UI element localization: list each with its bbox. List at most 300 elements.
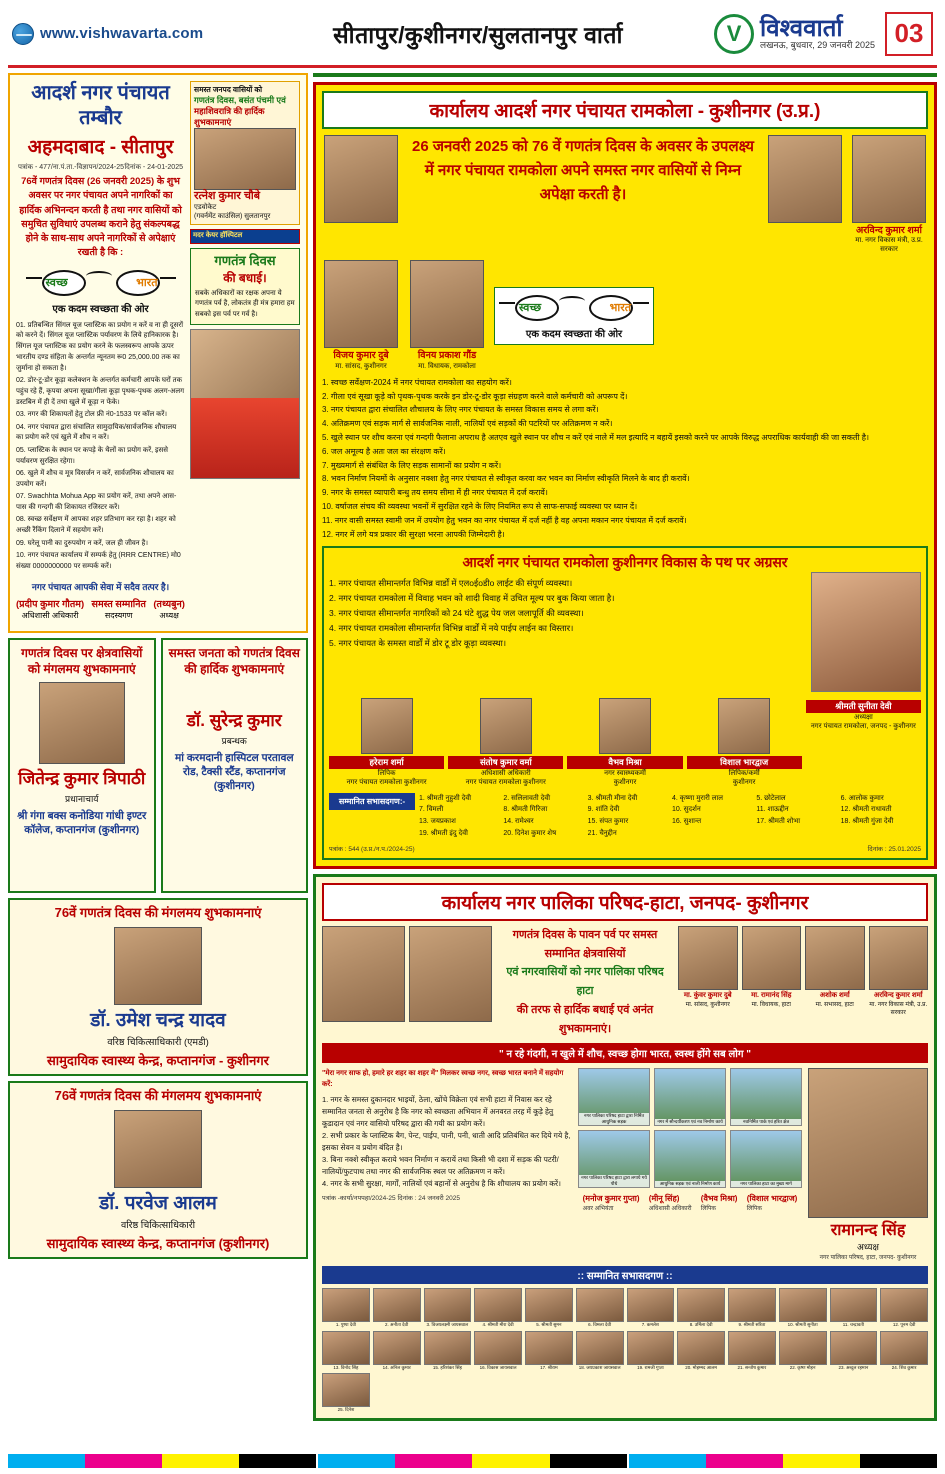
tricolor-flag-banner xyxy=(313,73,937,77)
doctor-name: डॉ. उमेश चन्द्र यादव xyxy=(90,1009,226,1031)
ramkola-ref-no: पत्रांक : 544 (उ.प्र./न.प./2024-25) xyxy=(329,846,415,854)
advocate-name: रत्नेश कुमार चौबे xyxy=(194,190,261,203)
list-item: 3. बिना नक्शे स्वीकृत कराये भवन निर्माण न करायें तथा किसी भी दशा में सड़क की पटरी/नालियों/फुटपाथ तथा नगर की सार्वजनिक स्थल पर अतिक्रमण न करें। xyxy=(322,1154,559,1176)
right-column xyxy=(313,73,937,1413)
pm-block xyxy=(322,135,400,254)
greeting-row xyxy=(8,638,308,893)
officer-name: हरेराम शर्मा xyxy=(329,756,444,769)
list-item: 3. श्रीमती मीना देवी xyxy=(587,794,638,802)
signatory xyxy=(92,597,146,621)
sabhasad-name: 7. कमलेश xyxy=(641,1322,659,1328)
list-item: 14. रामेश्वर xyxy=(503,818,534,826)
sabhasad-name: 13. विनोद सिंह xyxy=(333,1364,359,1370)
chairman-name: रामानन्द सिंह xyxy=(830,1222,906,1240)
sabhasad-cell xyxy=(322,1288,370,1327)
sabhasad-cell xyxy=(322,1373,370,1412)
sabhasad-name: 10. श्रीमती सुनीता xyxy=(787,1322,818,1328)
ad-tambaur xyxy=(8,73,308,633)
chairperson-desig: अध्यक्षा xyxy=(853,714,873,722)
hata-slogan-2: "मेरा नगर साफ हो, हमारे हर शहर का शहर में" मिलकर स्वच्छ नगर, स्वच्छ भारत बनाने में सहयोग करें: xyxy=(322,1070,564,1089)
signatory-name: (विशाल भारद्वाज) xyxy=(746,1194,798,1204)
sabhasad-cell xyxy=(474,1331,522,1370)
greet-line-1: समस्त जनपद वासियों को xyxy=(194,85,263,94)
sabhasad-photo xyxy=(779,1331,827,1365)
hata-photo-gallery xyxy=(578,1068,802,1188)
hata-chairman-block xyxy=(808,1068,928,1261)
minister-name: अशोक शर्मा xyxy=(819,992,850,1000)
tambaur-title-1: आदर्श नगर पंचायत तम्बौर xyxy=(31,82,170,129)
signatory-name: (तथ्यबुन) xyxy=(153,599,185,611)
tambaur-meta xyxy=(18,163,183,172)
photo-caption: आधुनिक सड़क एवं नाली निर्माण कार्य xyxy=(655,1181,725,1187)
greeting-head: समस्त जनता को गणतंत्र दिवस की हार्दिक शुभकामनाएं xyxy=(168,646,300,677)
signatory xyxy=(153,597,185,621)
photo-caption: नगर में सौन्दर्यीकरण एवं नव निर्माण कार्य xyxy=(655,1119,725,1125)
tambaur-signatories xyxy=(16,597,185,621)
sabhasad-cell xyxy=(474,1288,522,1327)
sabhasad-cell xyxy=(728,1288,776,1327)
sabhasad-cell xyxy=(627,1331,675,1370)
minister-card-right xyxy=(869,926,929,1038)
sabhasad-photo xyxy=(373,1288,421,1322)
sabhasad-name: 2. अनीता देवी xyxy=(385,1322,409,1328)
sabhasad-photo xyxy=(474,1288,522,1322)
tambaur-points-list xyxy=(16,321,185,575)
signatory-desig: अधिशासी अधिकारी xyxy=(21,611,79,621)
sabhasad-name: 6. विमला देवी xyxy=(588,1322,612,1328)
list-item: 15. संपत कुमार xyxy=(587,818,629,826)
minister-photo xyxy=(852,135,926,223)
gallery-photo xyxy=(730,1130,802,1188)
sabhasad-cell xyxy=(677,1331,725,1370)
greet-line-2: गणतंत्र दिवस, बसंत पंचमी एवं xyxy=(194,95,286,105)
list-item: 5. खुले स्थान पर शौच करना एवं गन्दगी फैलाना अपराध है अतएव खुले स्थान पर शौच न करें एवं नाले में मल इत्यादि न बहायें इसको करने पर आपके विरुद्ध अपराधिक कार्यवाही की जा सकती है। xyxy=(322,432,870,442)
minister-name: अरविन्द कुमार शर्मा xyxy=(873,992,923,1000)
officer-desig: लिपिक xyxy=(377,770,396,778)
list-item: 09. घरेलू पानी का दुरुपयोग न करें, जल ही जीवन है। xyxy=(16,539,148,547)
list-item: 2. सभी प्रकार के प्लास्टिक बैग, पेन्ट, पाईप, पानी, पनी, धाती आदि प्रतिबंधित कर दिये गये है, इसका सेवन व प्रयोग बंदित है। xyxy=(322,1130,571,1152)
list-item: 9. नगर के समस्त व्यापारी बन्धु तय समय सीमा में ही नगर पंचायत में दर्ज करावें। xyxy=(322,488,548,498)
sabhasad-cell xyxy=(322,1331,370,1370)
page-number: 03 xyxy=(885,12,933,56)
progress-title: आदर्श नगर पंचायत रामकोला कुशीनगर विकास के पथ पर अग्रसर xyxy=(462,554,788,571)
sabhasad-photo xyxy=(830,1288,878,1322)
chairman-desig: अध्यक्ष xyxy=(857,1242,879,1253)
officer-name: विशाल भारद्वाज xyxy=(687,756,802,769)
ashoka-chakra-icon xyxy=(607,73,643,77)
republic-title-1: गणतंत्र दिवस xyxy=(214,253,276,269)
sabhasad-cell xyxy=(576,1288,624,1327)
hata-pm-cm-block xyxy=(322,926,492,1038)
sabhasad-name: 8. उर्मिला देवी xyxy=(689,1322,713,1328)
ramkola-middle xyxy=(322,135,928,254)
ramkola-progress-section xyxy=(322,546,928,860)
sabhasad-name: 4. श्रीमती मीरा देवी xyxy=(482,1322,514,1328)
sabhasad-name: 25. दिनेश xyxy=(337,1407,355,1412)
sabhasad-cell xyxy=(424,1331,472,1370)
hata-top-row xyxy=(322,926,928,1038)
photo-caption: नवनिर्मित पार्क एवं हरित क्षेत्र xyxy=(731,1119,801,1125)
sabhasad-cell xyxy=(880,1288,928,1327)
sabhasad-photo xyxy=(525,1331,573,1365)
greet-line-3: महाशिवरात्रि की हार्दिक शुभकामनाएं xyxy=(194,106,265,128)
sabhasad-name: 21. सन्तोष कुमार xyxy=(737,1364,767,1370)
tambaur-main xyxy=(16,81,185,625)
mla-block xyxy=(408,260,486,370)
doctor-org: सामुदायिक स्वास्थ्य केन्द्र, कप्तानगंज - कुशीनगर xyxy=(47,1052,269,1068)
mp-block xyxy=(322,260,400,370)
sabhasad-photo xyxy=(627,1288,675,1322)
list-item: 1. नगर के समस्त दुकानदार भाइयों, ठेला, खोंचे विक्रेता एवं सभी हाटा में निवास कर रहे सम्मानित जनता से अनुरोध है कि नगर को स्वच्छता अभियान में अनवरत तरह में कूड़े हेतु कूडादान एवं नगर वासियो परिषद द्वारा की गयी का प्रयोग करें। xyxy=(322,1094,554,1128)
sabhasad-photo xyxy=(373,1331,421,1365)
sabhasad-photo xyxy=(728,1331,776,1365)
signatory-name: (वैभव मिश्रा) xyxy=(700,1194,738,1204)
hata-sabhasad-band: :: सम्मानित सभासदगण :: xyxy=(322,1266,928,1284)
sabhasad-cell xyxy=(830,1288,878,1327)
list-item: 02. डोर-टू-डोर कूड़ा कलेक्शन के अन्तर्गत कर्मचारी आपके घरों तक पहुंच रहे हैं, कृपया अपना सूखा/गीला कूड़ा पृथक-पृथक अलग-अलग डस्टबिन में ही दें तथा खुले में कूड़ा न फेंके। xyxy=(16,377,185,406)
list-item: 7. मुख्यमार्ग से संबंधित के लिए सड़क सामानों का प्रयोग न करें। xyxy=(322,460,502,470)
gallery-photo xyxy=(578,1130,650,1188)
sabhasad-name: 5. श्रीमती सुमन xyxy=(536,1322,562,1328)
photo-caption: नगर पालिका परिषद हाटा द्वारा लगाये गये पौधे xyxy=(579,1175,649,1187)
list-item: 1. स्वच्छ सर्वेक्षण-2024 में नगर पंचायत रामकोला का सहयोग करें। xyxy=(322,377,512,387)
officer-name: वैभव मिश्रा xyxy=(567,756,682,769)
mp-name: विजय कुमार दुबे xyxy=(333,350,389,362)
doctor-head: 76वें गणतंत्र दिवस की मंगलमय शुभकामनाएं xyxy=(54,1088,262,1104)
minister-name: अरविन्द कुमार शर्मा xyxy=(855,225,923,236)
officer-photo xyxy=(718,698,770,754)
hata-ministers-row xyxy=(678,926,928,1038)
list-item: 07. Swachhta Mohua App का प्रयोग करें, तथा अपने आस-पास की गन्दगी की शिकायत रजिस्टर करें। xyxy=(16,493,177,511)
sabhasad-name: 9. श्रीमती सरिता xyxy=(738,1322,766,1328)
ad-ramkola xyxy=(313,82,937,869)
mp-photo xyxy=(324,260,398,348)
mla-desig: मा. विधायक, रामकोला xyxy=(418,362,476,370)
sabhasad-name: 16. विकास जायसवाल xyxy=(479,1364,517,1370)
list-item: 04. नगर पंचायत द्वारा संचालित सामुदायिक/सार्वजनिक शौचालय का प्रयोग करें एवं खुले में शौच न करें। xyxy=(16,423,177,442)
greeting-card-tripathi xyxy=(8,638,156,893)
photo-caption: नगर पालिका परिषद हाटा द्वारा निर्मित आधुनिक सड़क xyxy=(579,1113,649,1125)
minister-card xyxy=(805,926,865,1038)
sabhasad-photo xyxy=(322,1331,370,1365)
chairperson-name: श्रीमती सुनीता देवी xyxy=(806,700,921,713)
mp-desig: मा. सांसद, कुशीनगर xyxy=(335,362,387,370)
signatory-desig: अध्यक्ष xyxy=(159,611,179,621)
sabhasad-name: 11. चन्द्रावती xyxy=(842,1322,864,1328)
hospital-banner: मदर केयर हॉस्पिटल xyxy=(190,229,300,244)
list-item: 01. प्रतिबन्धित सिंगल यूज प्लास्टिक का प्रयोग न करें व ना ही दूसरों को करने दें। सिंगल यूज प्लास्टिक पर्यावरण के लिये हानिकारक है। सिंगल यूज प्लास्टिक का प्रयोग करने के फलस्वरूप आपके ऊपर भारतीय दण्ड संहिता के अन्तर्गत न्यूनतम रू0 25,000.00 तक का जुर्माना हो सकता है। xyxy=(16,321,184,372)
sabhasad-label: सम्मानित सभासदगण:- xyxy=(329,793,415,810)
sabhasad-name: 18. जयप्रकाश जायसवाल xyxy=(578,1364,621,1370)
republic-text: सबके अधिकारों का रक्षक अपना ये गणतंत्र पर्व है, लोकतंत्र ही मंत्र हमारा हम सबको इस पर्व पर गर्व है। xyxy=(195,289,295,318)
officer-card xyxy=(329,698,444,787)
officer-card xyxy=(687,698,802,787)
color-registration-bar xyxy=(8,1454,937,1468)
list-item: 3. नगर पंचायत द्वारा संचालित शौचालय के लिए नगर पंचायत के समस्त विकास समय से लगा करें। xyxy=(322,405,599,415)
officer-org: कुशीनगर xyxy=(613,779,637,787)
officer-desig: नगर स्वास्थ्यकर्मी xyxy=(604,770,646,778)
list-item: 1. श्रीमती नुहुशी देवी xyxy=(419,794,472,802)
list-item: 6. जल अमूल्य है अतः जल का संरक्षण करें। xyxy=(322,446,446,456)
doctor-org: सामुदायिक स्वास्थ्य केन्द्र, कप्तानगंज (कुशीनगर) xyxy=(46,1235,270,1251)
cm-photo xyxy=(409,926,492,1022)
sabhasad-name: 24. शिव कुमार xyxy=(891,1364,917,1370)
list-item: 05. प्लास्टिक के स्थान पर कपड़े के थैलों का प्रयोग करें, इससे पर्यावरण सुरक्षित रहेगा। xyxy=(16,446,168,465)
list-item: 08. स्वच्छ सर्वेक्षण में आपका शहर प्रतिभाग कर रहा है। शहर को अच्छी रैंकिंग दिलाने में सहयोग करें। xyxy=(16,516,176,535)
sabhasad-name: 3. विजयलक्ष्मी जायसवाल xyxy=(426,1322,469,1328)
officer-desig: लिपिक/कर्मी xyxy=(728,770,760,778)
progress-points-list xyxy=(329,576,805,692)
greet-line-2: एवं नगरवासियों को नगर पालिका परिषद हाटा xyxy=(506,966,664,998)
chairperson-block xyxy=(811,572,921,692)
color-swatch-group xyxy=(8,1454,316,1468)
cm-block xyxy=(766,135,844,254)
list-item: 8. भवन निर्माण नियमों के अनुसार नक्शा हेतु नगर पंचायत से स्वीकृत करवा कर भवन का निर्माण स्वीकृति मिलने के बाद ही करावें। xyxy=(322,474,690,484)
sabhasad-cell xyxy=(424,1288,472,1327)
signatory-name: (प्रदीप कुमार गौतम) xyxy=(16,599,85,611)
color-swatch-group xyxy=(318,1454,626,1468)
advocate-desig: एडवोकेट xyxy=(194,204,217,212)
signatory xyxy=(583,1193,640,1212)
mla-name: विनय प्रकाश गौंड xyxy=(417,350,477,362)
brand-subtitle: लखनऊ, बुधवार, 29 जनवरी 2025 xyxy=(760,40,875,51)
ad-doctor-parvez xyxy=(8,1081,308,1259)
sabhasad-name: 19. रामजी गुप्ता xyxy=(637,1364,664,1370)
list-item: 2. सलिलावती देवी xyxy=(503,794,551,802)
masthead xyxy=(8,6,937,68)
sabhasad-photo xyxy=(677,1288,725,1322)
advocate-photo xyxy=(194,128,296,190)
doctor-photo xyxy=(114,927,202,1005)
tambaur-sidebar xyxy=(190,81,300,625)
signatory-name: समस्त सम्मानित xyxy=(91,599,146,611)
sabhasad-cell xyxy=(880,1331,928,1370)
sabhasad-photo xyxy=(424,1288,472,1322)
signatory xyxy=(649,1193,692,1212)
republic-title-2: की बधाई। xyxy=(223,270,267,285)
person-desig: प्रधानाचार्य xyxy=(64,793,99,804)
list-item: 4. अतिक्रमण एवं सड़क मार्ग से सार्वजनिक नाली, नालियों एवं सड़कों की पटरियों पर अतिक्रमण न करें। xyxy=(322,419,613,429)
minister-photo xyxy=(805,926,865,990)
ramkola-points-list xyxy=(322,377,928,542)
chairperson-photo xyxy=(811,572,921,692)
hata-sabhasad-grid xyxy=(322,1288,928,1412)
swachh-bharat-badge xyxy=(26,267,176,315)
ramkola-swachh-badge xyxy=(494,287,654,345)
list-item: 13. जयप्रकाश xyxy=(419,818,456,826)
sabhasad-photo xyxy=(322,1373,370,1407)
person-org: श्री गंगा बक्स कनोडिया गांधी इण्टर कॉलेज, कप्तानगंज (कुशीनगर) xyxy=(17,809,147,836)
signatory-name: (मनोज कुमार गुप्ता) xyxy=(582,1194,640,1204)
gandhi-glasses-icon xyxy=(26,267,176,301)
mla-photo xyxy=(410,260,484,348)
ramkola-date: दिनांक : 25.01.2025 xyxy=(867,846,921,854)
chairperson-card xyxy=(806,698,921,787)
list-item: 10. सुदर्शन xyxy=(672,806,701,814)
hata-greeting xyxy=(498,926,672,1038)
minister-card xyxy=(742,926,802,1038)
hata-body xyxy=(322,1068,928,1261)
list-item: 06. खुले में शौच व मूत्र विसर्जन न करें, सार्वजनिक शौचालय का उपयोग करें। xyxy=(16,469,174,488)
sabhasad-name: 17. श्रीराम xyxy=(540,1364,558,1370)
officer-card xyxy=(448,698,563,787)
officer-org: नगर पंचायत रामकोला कुशीनगर xyxy=(346,779,427,787)
logo-mark-icon xyxy=(714,14,754,54)
tambaur-lead: 76वें गणतंत्र दिवस (26 जनवरी 2025) के शुभ अवसर पर नगर पंचायत अपने नागरिकों का हार्दिक अभिनन्दन करती है तथा नगर वासियों को समुचित सुविधाएं उपलब्ध कराने हेतु संकल्पबद्ध होने के साथ-साथ अपने नागरिकों से अपेक्षाएं रखती है कि : xyxy=(19,176,182,259)
tambaur-ref-no: पत्रांक - 477/ना.पं.ता.-विज्ञापन/2024-25 xyxy=(18,164,125,171)
ramkola-title: कार्यालय आदर्श नगर पंचायत रामकोला - कुशीनगर (उ.प्र.) xyxy=(322,91,928,129)
chairperson-org: नगर पंचायत रामकोला, जनपद - कुशीनगर xyxy=(810,723,916,731)
person-photo xyxy=(39,682,125,764)
sabhasad-photo xyxy=(474,1331,522,1365)
officer-photo xyxy=(599,698,651,754)
woman-with-flag-photo xyxy=(190,329,300,479)
minister-card xyxy=(678,926,738,1038)
minister-desig: मा. नगर विकास मंत्री, उ.प्र. सरकार xyxy=(869,1002,928,1017)
officer-desig: अधिशासी अधिकारी xyxy=(480,770,531,778)
person-desig: प्रबन्धक xyxy=(221,735,247,746)
sabhasad-photo xyxy=(830,1331,878,1365)
sabhasad-photo xyxy=(322,1288,370,1322)
officer-card xyxy=(567,698,682,787)
sabhasad-cell xyxy=(525,1331,573,1370)
signatory xyxy=(747,1193,798,1212)
sabhasad-photo xyxy=(779,1288,827,1322)
left-column xyxy=(8,73,308,1413)
greeting-card-surendra xyxy=(161,638,309,893)
list-item: 1. नगर पंचायत सीमान्तर्गत विभिन्न वार्डों में एलoईoडीo लाईट की संपूर्ण व्यवस्था। xyxy=(329,578,573,589)
signatory xyxy=(701,1193,738,1212)
sabhasad-name: 12. पूनम देवी xyxy=(892,1322,916,1328)
minister-desig: मा. सभासद, हाटा xyxy=(815,1002,854,1009)
hata-meta: पत्रांक -कार्या/नपपहा/2024-25 दिनांक : 24 जनवरी 2025 xyxy=(322,1194,460,1202)
advocate-greeting-card xyxy=(190,81,300,225)
gallery-photo xyxy=(730,1068,802,1126)
hata-points-list xyxy=(322,1068,572,1261)
photo-caption: नगर पालिका हाटा का मुख्य मार्ग xyxy=(731,1181,801,1187)
ramkola-lead: 26 जनवरी 2025 को 76 वें गणतंत्र दिवस के अवसर के उपलक्ष्य में नगर पंचायत रामकोला अपने समस्त नगर वासियों से निम्न अपेक्षा करती है। xyxy=(412,138,754,203)
pm-photo xyxy=(322,926,405,1022)
doctor-desig: वरिष्ठ चिकित्साधिकारी (एमडी) xyxy=(107,1036,209,1048)
ad-hata xyxy=(313,874,937,1421)
list-item: 03. नगर की शिकायतों हेतु टोल फ्री नं0-1533 पर कॉल करें। xyxy=(16,411,168,419)
list-item: 8. श्रीमती गिरिजा xyxy=(503,806,548,814)
hata-title: कार्यालय नगर पालिका परिषद-हाटा, जनपद- कुशीनगर xyxy=(322,883,928,921)
person-name: जितेन्द्र कुमार त्रिपाठी xyxy=(18,769,146,789)
color-swatch-group xyxy=(629,1454,937,1468)
minister-photo xyxy=(678,926,738,990)
sabhasad-name: 14. अनिल कुमार xyxy=(382,1364,411,1370)
page-content xyxy=(8,73,937,1413)
list-item: 17. श्रीमती शोभा xyxy=(756,818,801,826)
list-item: 4. कृष्णा मुरारी लाल xyxy=(672,794,724,802)
list-item: 4. नगर के सभी सुरक्षा, मार्गों, नालियों एवं बहानों से अनुरोध है कि शौचालय का प्रयोग करें। xyxy=(322,1178,561,1188)
swachh-word-right: भारत xyxy=(609,301,631,314)
person-org: मां करमदानी हास्पिटल परतावल रोड, टैक्सी स्टैंड, कप्तानगंज (कुशीनगर) xyxy=(174,751,294,793)
signatory-desig: लिपिक xyxy=(746,1206,762,1213)
officer-photo xyxy=(361,698,413,754)
sabhasad-name: 1. पुष्पा देवी xyxy=(335,1322,356,1328)
officer-name: संतोष कुमार वर्मा xyxy=(448,756,563,769)
sabhasad-name: 23. अब्दुल रहमान xyxy=(838,1364,869,1370)
brand-text xyxy=(760,16,875,51)
ramkola-leaders-row xyxy=(322,260,928,370)
chairman-org: नगर पालिका परिषद, हाटा, जनपद- कुशीनगर xyxy=(819,1255,917,1262)
republic-day-card xyxy=(190,248,300,325)
gallery-photo xyxy=(654,1068,726,1126)
greet-line-1: गणतंत्र दिवस के पावन पर्व पर समस्त सम्मानित क्षेत्रवासियों xyxy=(512,929,658,960)
signatory-desig: सदस्यगण xyxy=(104,611,133,621)
sabhasad-cell xyxy=(779,1331,827,1370)
officer-photo xyxy=(480,698,532,754)
minister-desig: मा. सांसद, कुशीनगर xyxy=(685,1002,730,1009)
swachh-word-left: स्वच्छ xyxy=(45,276,68,289)
list-item: 10. नगर पंचायत कार्यालय में सम्पर्क हेतु (RRR CENTRE) मो0 संख्या 0000000000 पर सम्पर्क करें। xyxy=(16,551,181,570)
greet-line-3: की तरफ से हार्दिक बधाई एवं अनंत शुभकामनाएं। xyxy=(516,1003,654,1035)
sabhasad-cell xyxy=(627,1288,675,1327)
logo-letter: V xyxy=(726,20,742,46)
advocate-org: (गवर्नमेंट काउंसिल) सुलतानपुर xyxy=(194,213,271,221)
cm-photo xyxy=(768,135,842,223)
pm-photo xyxy=(324,135,398,223)
signatory-desig: लिपिक xyxy=(700,1206,716,1213)
signatory-name: (मीनू सिंह) xyxy=(648,1194,680,1204)
sabhasad-photo xyxy=(576,1331,624,1365)
sabhasad-name: 20. मोहम्मद आलम xyxy=(685,1364,718,1370)
swachh-caption: एक कदम स्वच्छता की ओर xyxy=(52,303,149,315)
sabhasad-photo xyxy=(728,1288,776,1322)
sabhasad-cell xyxy=(830,1331,878,1370)
doctor-name: डॉ. परवेज आलम xyxy=(99,1193,217,1215)
brand-name: विश्ववार्ता xyxy=(760,15,843,43)
signatory xyxy=(16,597,84,621)
list-item: 12. श्रीमती राधावती xyxy=(840,806,892,814)
list-item: 5. छोटेलाल xyxy=(756,794,786,802)
website-url[interactable]: www.vishwavarta.com xyxy=(40,25,204,42)
hata-slogan: " न रहे गंदगी, न खुले में शौच, स्वच्छ होगा भारत, स्वस्थ होंगे सब लोग " xyxy=(322,1043,928,1063)
sabhasad-photo xyxy=(677,1331,725,1365)
sabhasad-cell xyxy=(677,1288,725,1327)
ramkola-sabhasad-section xyxy=(329,793,921,841)
greeting-head: गणतंत्र दिवस पर क्षेत्रवासियों को मंगलमय शुभकामनाएं xyxy=(21,646,143,677)
masthead-right xyxy=(714,12,933,56)
list-item: 3. नगर पंचायत सीमान्तर्गत नागरिकों को 24 घंटे शुद्ध पेय जल जलापूर्ति की व्यवस्था। xyxy=(329,608,584,619)
sabhasad-cell xyxy=(373,1331,421,1370)
sabhasad-name: 22. कृष्ण मोहन xyxy=(789,1364,816,1370)
sabhasad-name: 15. हरिशंकर सिंह xyxy=(432,1364,462,1370)
sabhasad-cell xyxy=(525,1288,573,1327)
tambaur-date: दिनांक - 24-01-2025 xyxy=(124,164,183,171)
sabhasad-cell xyxy=(779,1288,827,1327)
edition-title: सीतापुर/कुशीनगर/सुलतानपुर वार्ता xyxy=(333,21,623,48)
person-name: डॉ. सुरेन्द्र कुमार xyxy=(186,711,282,731)
tambaur-title-2: अहमदाबाद - सीतापुर xyxy=(27,137,174,158)
sabhasad-cell xyxy=(728,1331,776,1370)
sabhasad-photo xyxy=(880,1331,928,1365)
ad-doctor-umesh xyxy=(8,898,308,1076)
list-item: 2. नगर पंचायत रामकोला में विवाह भवन को शादी विवाह में उचित मूल्य पर बुक किया जाता है। xyxy=(329,593,615,604)
gandhi-glasses-icon xyxy=(499,292,649,326)
list-item: 18. श्रीमती गुंजा देवी xyxy=(840,818,894,826)
tambaur-tagline: नगर पंचायत आपकी सेवा में सदैव तत्पर है। xyxy=(31,582,170,593)
minister-block xyxy=(850,135,928,254)
ramkola-footer xyxy=(329,844,921,853)
list-item: 19. श्रीमती इंदु देवी xyxy=(419,830,468,838)
minister-desig: मा. विधायक, हाटा xyxy=(751,1002,791,1009)
chairman-photo xyxy=(808,1068,928,1218)
masthead-left xyxy=(12,23,242,45)
sabhasad-names xyxy=(419,793,921,841)
